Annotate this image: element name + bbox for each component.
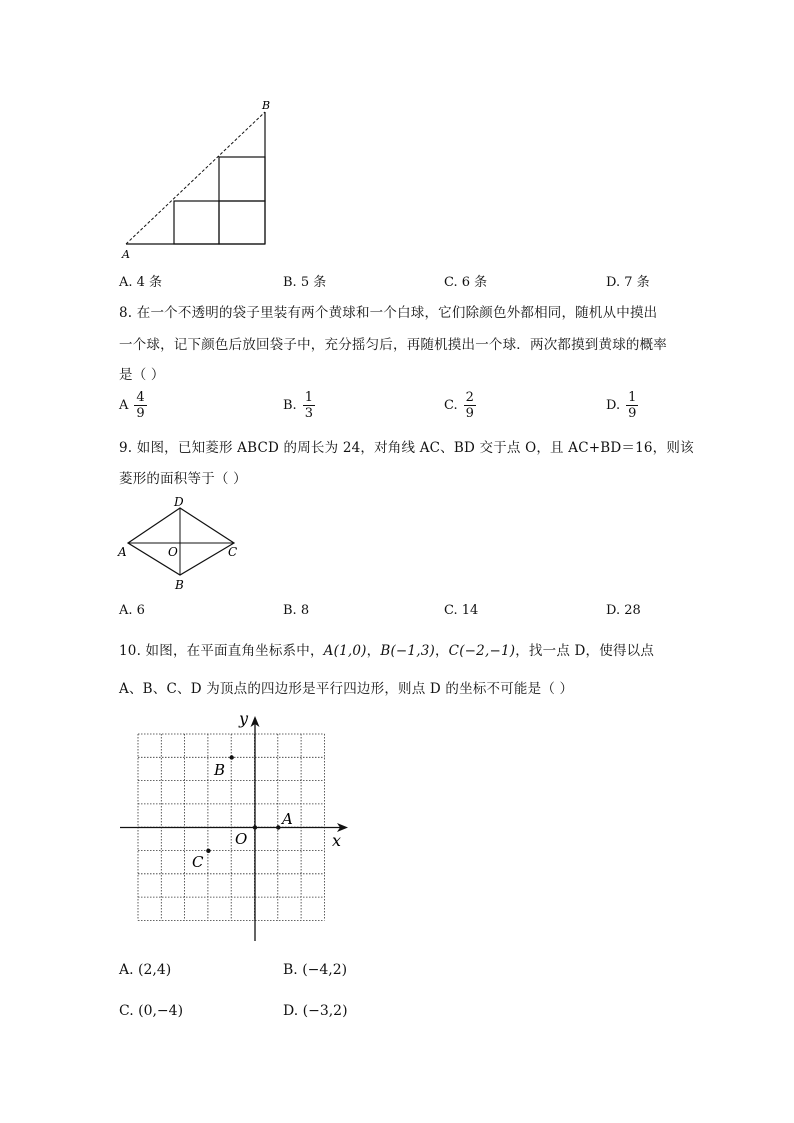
point-a-label: A	[282, 810, 293, 828]
q7-option-a: A. 4 条	[119, 275, 163, 290]
rhombus-outline	[128, 508, 234, 575]
staircase-figure	[118, 96, 278, 262]
point-b-label: B	[214, 761, 226, 779]
q10-option-a: A. (2,4)	[119, 962, 172, 978]
denominator: 9	[136, 406, 145, 421]
fraction	[626, 390, 638, 421]
q8-option-d	[606, 390, 638, 421]
q8-option-letter: D.	[606, 398, 621, 413]
point-c-coord: C(−2,−1)	[448, 643, 516, 659]
label-a: A	[118, 545, 127, 559]
x-axis-label: x	[332, 831, 342, 850]
q8-option-a	[119, 390, 147, 421]
numerator: 1	[304, 390, 313, 405]
q8-option-letter: C.	[444, 398, 458, 413]
fraction	[134, 390, 146, 421]
q7-option-d: D. 7 条	[606, 275, 650, 290]
q10-intro: 10. 如图，在平面直角坐标系中，	[119, 643, 324, 659]
denominator: 9	[628, 406, 637, 421]
q9-option-d: D. 28	[606, 603, 641, 618]
label-b: B	[262, 99, 271, 112]
separator: ，	[366, 643, 381, 659]
upper-square	[219, 157, 265, 201]
fraction	[303, 390, 315, 421]
fraction	[464, 390, 476, 421]
label-o: O	[168, 545, 178, 559]
q9-text-line1: 9. 如图，已知菱形 ABCD 的周长为 24，对角线 AC、BD 交于点 O，且 AC+BD＝16，则该	[119, 440, 694, 456]
point-c-label: C	[192, 853, 204, 871]
q10-text-line1	[119, 639, 654, 659]
numerator: 2	[465, 390, 474, 405]
label-b: B	[175, 578, 184, 592]
label-c: C	[228, 545, 238, 559]
point-a-coord: A(1,0)	[323, 643, 367, 659]
point-a	[276, 825, 280, 829]
denominator: 3	[304, 406, 313, 421]
y-axis-label: y	[239, 709, 249, 728]
q10-option-b: B. (−4,2)	[283, 962, 348, 978]
q8-option-letter: B.	[283, 398, 297, 413]
q8-text-line2: 一个球，记下颜色后放回袋子中，充分摇匀后，再随机摸出一个球．两次都摸到黄球的概率	[119, 337, 667, 353]
point-b-coord: B(−1,3)	[380, 643, 435, 659]
q9-option-a: A. 6	[119, 603, 145, 618]
lower-left-square	[174, 201, 219, 244]
q7-option-c: C. 6 条	[444, 275, 488, 290]
label-a: A	[122, 248, 130, 261]
dashed-diagonal-ab	[126, 112, 265, 244]
q8-option-letter: A	[119, 398, 129, 413]
numerator: 1	[628, 390, 637, 405]
separator: ，	[434, 643, 449, 659]
q9-text-line2: 菱形的面积等于（ ）	[119, 471, 247, 487]
q7-option-b: B. 5 条	[283, 275, 327, 290]
point-c	[206, 849, 210, 853]
lower-right-square	[219, 201, 265, 244]
numerator: 4	[136, 390, 145, 405]
point-origin	[253, 825, 257, 829]
coordinate-grid-figure	[115, 706, 355, 946]
q8-text-line3: 是（ ）	[119, 367, 165, 383]
label-d: D	[174, 495, 184, 509]
rhombus-figure	[116, 492, 246, 594]
point-b	[230, 755, 234, 759]
q9-option-b: B. 8	[283, 603, 310, 618]
q9-option-c: C. 14	[444, 603, 479, 618]
q10-option-d: D. (−3,2)	[283, 1003, 348, 1019]
q10-text-line2: A、B、C、D 为顶点的四边形是平行四边形，则点 D 的坐标不可能是（ ）	[119, 681, 574, 697]
q8-text-line1: 8. 在一个不透明的袋子里装有两个黄球和一个白球，它们除颜色外都相同，随机从中摸出	[119, 305, 658, 321]
q10-intro-tail: ，找一点 D，使得以点	[515, 643, 655, 659]
q8-option-c	[444, 390, 476, 421]
q8-option-b	[283, 390, 315, 421]
denominator: 9	[465, 406, 474, 421]
q10-option-c: C. (0,−4)	[119, 1003, 184, 1019]
origin-label: O	[235, 830, 248, 848]
